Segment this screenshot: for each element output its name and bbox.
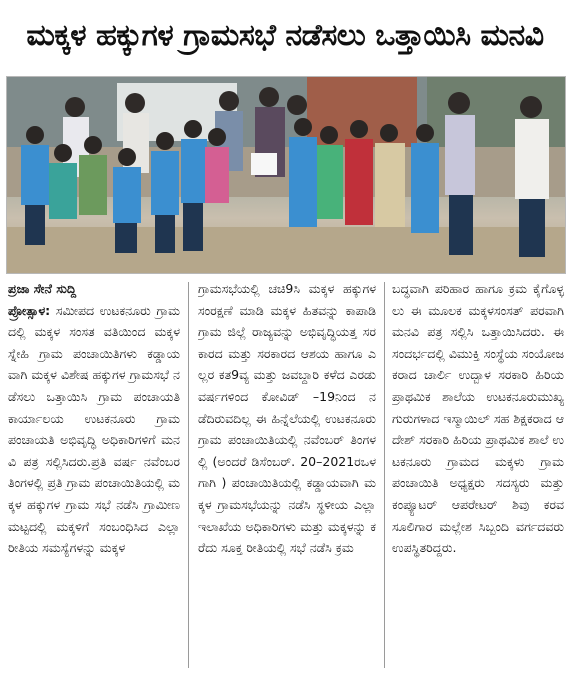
news-photo — [6, 76, 566, 274]
article-text: ಬದ್ಧವಾಗಿ ಪರಿಹಾರ ಹಾಗೂ ಕ್ರಮ ಕೈಗೊಳ್ಳಲು ಈ ಮೂಲಕ ಮಕ್ಕಳಸಂಸತ್ ಪರವಾಗಿ ಮನವಿ ಪತ್ರ ಸಲ್ಲಿಸಿ ಒತ್ತಾಯಿಸಿದರು. ಈ ಸಂದರ್ಭದಲ್ಲಿ ವಿಮುಕ್ತಿ ಸಂಸ್ಥೆಯ ಸಂಯೋಜಕರಾದ ಚಾರ್ಲಿ ಉದ್ಬಾಳ ಸರಕಾರಿ ಹಿರಿಯ ಪ್ರಾಥಮಿಕ ಶಾಲೆಯ ಉಟಕನೂರುಮುಖ್ಯಗುರುಗಳಾದ ಇಸ್ಮಾಯಿಲ್ ಸಹ ಶಿಕ್ಷಕರಾದ ಆದೇಶ್ ಸರಕಾರಿ ಹಿರಿಯ ಪ್ರಾಥಮಿಕ ಶಾಲೆ ಉಟಕನೂರು ಗ್ರಾಮದ ಮಕ್ಕಳು ಗ್ರಾಮ ಪಂಚಾಯಿತಿ ಅಧ್ಯಕ್ಷರು ಸದಸ್ಯರು ಮತ್ತು ಕಂಪ್ಯೂಟರ್ ಆಪರೇಟರ್ ಶಿವು ಕರವಸೂಲಿಗಾರ ಮಲ್ಲೇಶ ಸಿಬ್ಬಂದಿ ವರ್ಗದವರು ಉಪಸ್ಥಿತರಿದ್ದರು. — [392, 281, 564, 556]
article-column-2 — [198, 278, 376, 670]
article-column-1 — [8, 278, 180, 670]
article-text: ಗ್ರಾಮಸಭೆಯಲ್ಲಿ ಚಚಿ9ಸಿ ಮಕ್ಕಳ ಹಕ್ಕುಗಳ ಸಂರಕ್ಷಣೆ ಮಾಡಿ ಮಕ್ಕಳ ಹಿತವನ್ನು ಕಾಪಾಡಿ ಗ್ರಾಮ ಜಿಲ್ಲೆ ರಾಜ್ಯವನ್ನು ಅಭಿವೃದ್ಧಿಯತ್ತ ಸರಕಾರದ ಮತ್ತು ಸರಕಾರದ ಆಶಯ ಹಾಗೂ ಎಲ್ಲರ ಕತ9ವ್ಯ ಮತ್ತು ಜವಬ್ದಾರಿ ಕಳೆದ ಎರಡು ವರ್ಷಗಳಿಂದ ಕೋವಿಡ್ –19ನಿಂದ ನಡೆದಿರುವದಿಲ್ಲ ಈ ಹಿನ್ನೆಲೆಯಲ್ಲಿ ಉಟಕನೂರು ಗ್ರಾಮ ಪಂಚಾಯಿತಿಯಲ್ಲಿ ನವೆಂಬರ್ ತಿಂಗಳಲ್ಲಿ (ಅಂದರೆ ಡಿಸೆಂಬರ್. 20–2021ರಒಳಗಾಗಿ ) ಪಂಚಾಯಿತಿಯಲ್ಲಿ ಕಡ್ಡಾಯವಾಗಿ ಮಕ್ಕಳ ಗ್ರಾಮಸಭೆಯನ್ನು ನಡೆಸಿ ಸ್ಥಳೀಯ ಎಲ್ಲಾ ಇಲಾಖೆಯ ಅಧಿಕಾರಿಗಳು ಮತ್ತು ಮಕ್ಕಳನ್ನು ಕರೆದು ಸೂಕ್ತ ರೀತಿಯಲ್ಲಿ ಸಭೆ ನಡೆಸಿ ಕ್ರಮ — [198, 281, 376, 556]
dateline: ಪ್ರೋತ್ಸಾಳ: — [8, 302, 51, 318]
article-column-3 — [392, 278, 564, 670]
headline: ಮಕ್ಕಳ ಹಕ್ಕುಗಳ ಗ್ರಾಮಸಭೆ ನಡೆಸಲು ಒತ್ತಾಯಿಸಿ ಮನವಿ — [26, 17, 544, 53]
article-text: ಸಮೀಪದ ಉಟಕನೂರು ಗ್ರಾಮದಲ್ಲಿ ಮಕ್ಕಳ ಸಂಸತ ವತಿಯಿಂದ ಮಕ್ಕಳ ಸ್ನೇಹಿ ಗ್ರಾಮ ಪಂಚಾಯಿತಿಗಳು ಕಡ್ಡಾಯವಾಗಿ ಮಕ್ಕಳ ವಿಶೇಷ ಹಕ್ಕುಗಳ ಗ್ರಾಮಸಭೆ ನಡೆಸಲು ಒತ್ತಾಯಿಸಿ ಗ್ರಾಮ ಪಂಚಾಯತಿ ಕಾರ್ಯಾಲಯ ಉಟಕನೂರು ಗ್ರಾಮ ಪಂಚಾಯತಿ ಅಭಿವೃದ್ಧಿ ಅಧಿಕಾರಿಗಳಿಗೆ ಮನವಿ ಪತ್ರ ಸಲ್ಲಿಸಿದರು.ಪ್ರತಿ ವರ್ಷ ನವೆಂಬರ ತಿಂಗಳಲ್ಲಿ ಪ್ರತಿ ಗ್ರಾಮ ಪಂಚಾಯಿತಿಯಲ್ಲಿ ಮಕ್ಕಳ ಹಕ್ಕುಗಳ ಗ್ರಾಮ ಸಭೆ ನಡೆಸಿ ಗ್ರಾಮೀಣ ಮಟ್ಟದಲ್ಲಿ ಮಕ್ಕಳಿಗೆ ಸಂಬಂಧಿಸಿದ ಎಲ್ಲಾ ರೀತಿಯ ಸಮಸ್ಯೆಗಳನ್ನು ಮಕ್ಕಳ — [8, 302, 180, 556]
byline: ಪ್ರಜಾ ಸೇನೆ ಸುದ್ದಿ — [8, 281, 77, 296]
column-divider — [188, 282, 189, 668]
column-divider — [384, 282, 385, 668]
group-photo-icon — [7, 77, 565, 273]
